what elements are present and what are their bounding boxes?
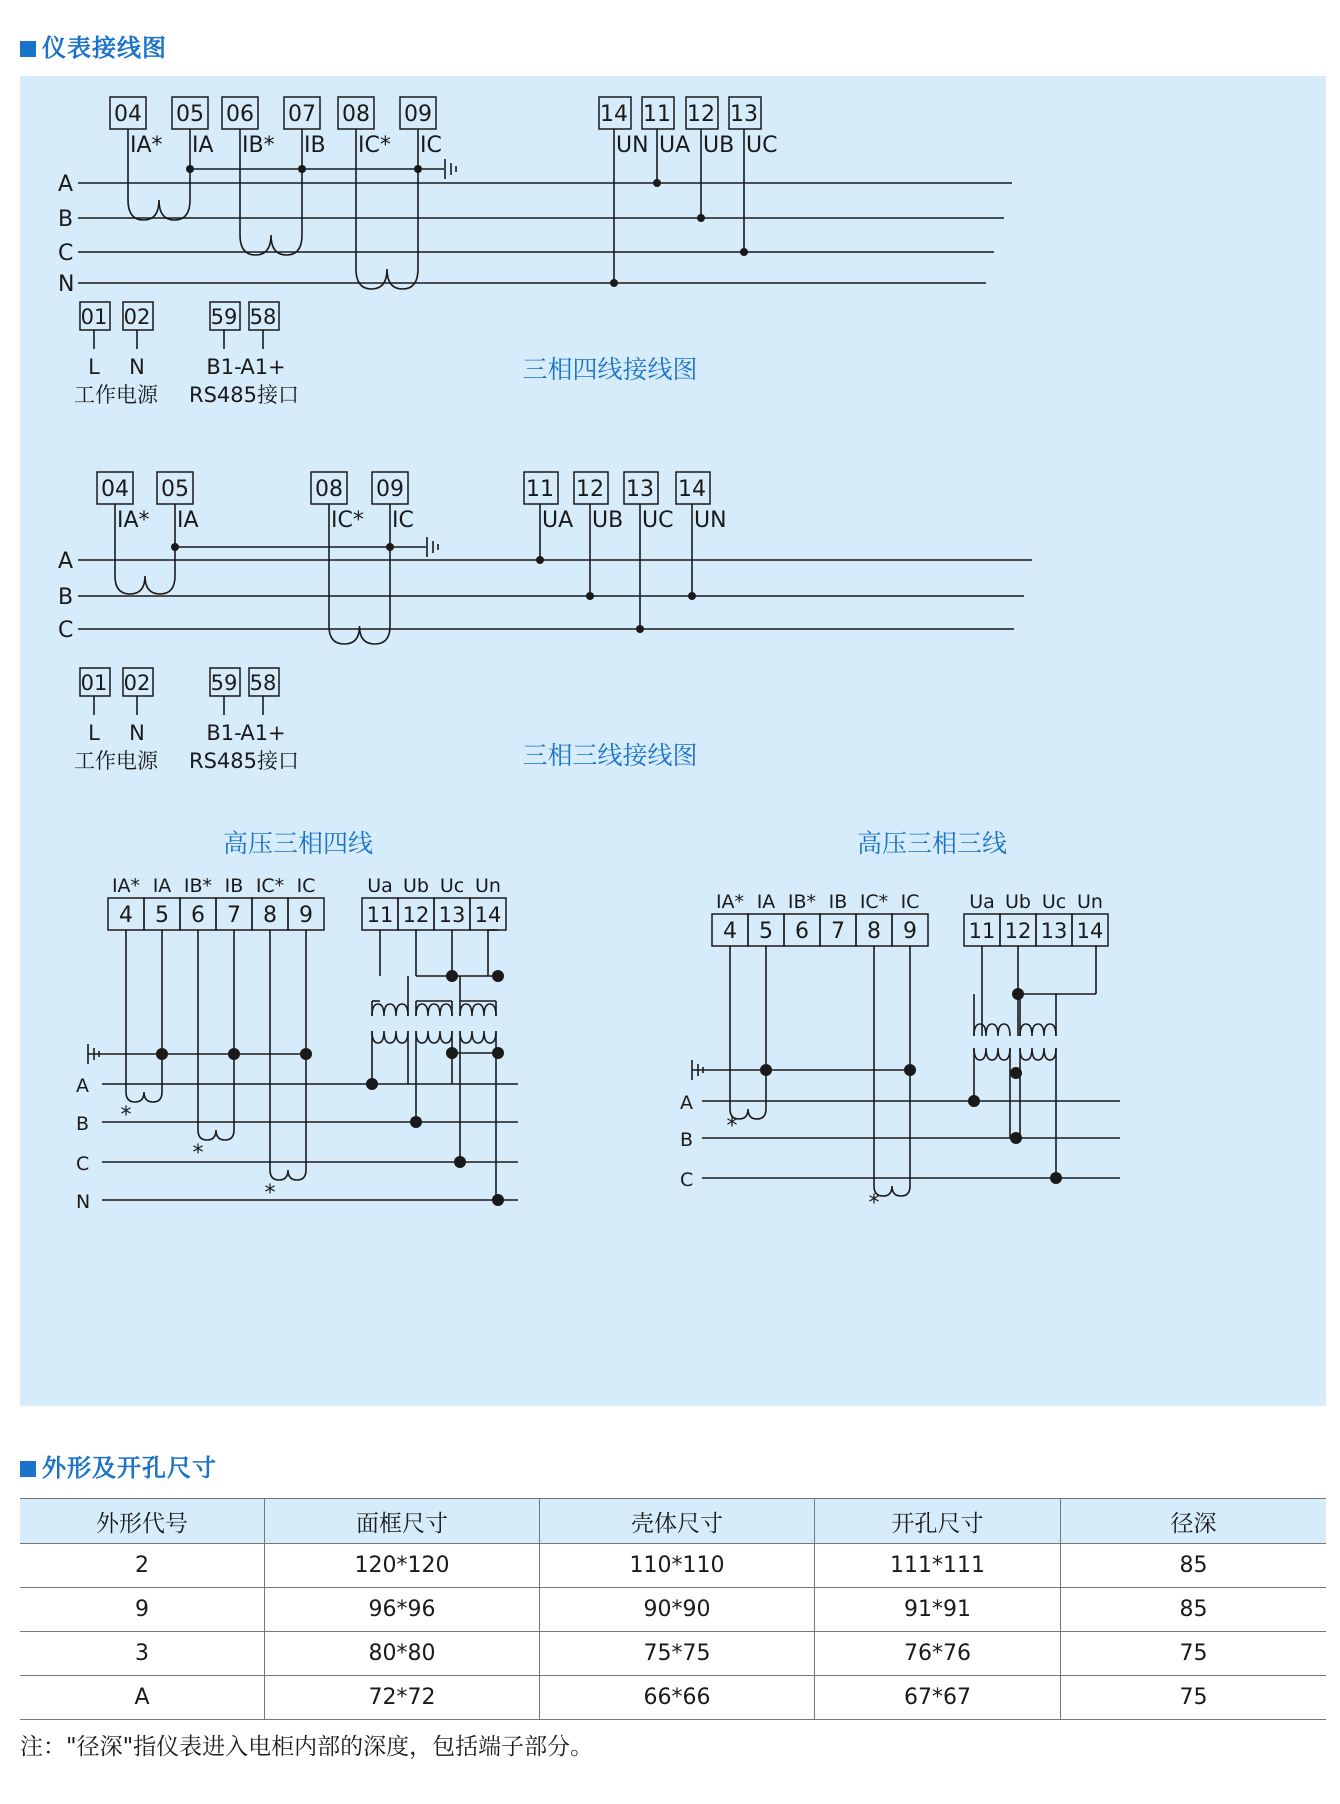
wiring-diagrams <box>20 76 1326 1406</box>
terminal-number: 09 <box>376 477 404 502</box>
table-cell: 75 <box>1061 1632 1327 1676</box>
terminal-number: 13 <box>438 903 466 927</box>
terminal-label: UA <box>659 133 691 158</box>
junction-dot <box>610 279 618 287</box>
phase-label-b: B <box>58 207 74 232</box>
junction-dot <box>446 1047 458 1059</box>
header-cutout: 开孔尺寸 <box>815 1499 1061 1544</box>
terminal-number: 6 <box>795 919 809 944</box>
table-cell: 9 <box>20 1588 265 1632</box>
phase-label-a: A <box>76 1075 89 1097</box>
phase-label-b: B <box>76 1113 90 1135</box>
table-cell: 3 <box>20 1632 265 1676</box>
table-cell: 67*67 <box>815 1676 1061 1720</box>
terminal-label: IC <box>420 133 442 158</box>
diagram-caption-hv-3wire: 高压三相三线 <box>856 829 1008 858</box>
terminal-number: 08 <box>342 102 370 127</box>
terminal-label: IC* <box>255 875 285 897</box>
terminal-label: UB <box>592 508 624 533</box>
dimension-section-title <box>20 1448 217 1483</box>
phase-label-c: C <box>76 1153 90 1175</box>
junction-dot <box>653 179 661 187</box>
table-cell: 85 <box>1061 1544 1327 1588</box>
ct-coil-icon <box>115 576 175 594</box>
ct-coil-icon <box>126 1092 162 1102</box>
terminal-number: 13 <box>730 102 758 127</box>
terminal-label: IA <box>756 891 776 913</box>
table-cell: 90*90 <box>540 1588 815 1632</box>
table-cell: 96*96 <box>265 1588 540 1632</box>
phase-label-c: C <box>680 1169 694 1191</box>
table-cell: 76*76 <box>815 1632 1061 1676</box>
table-cell: 75*75 <box>540 1632 815 1676</box>
terminal-number: 02 <box>123 305 151 329</box>
phase-label-a: A <box>58 172 74 197</box>
junction-dot <box>298 165 306 173</box>
header-housing: 壳体尺寸 <box>540 1499 815 1544</box>
table-cell: 80*80 <box>265 1632 540 1676</box>
terminal-label: Uc <box>439 875 465 897</box>
junction-dot <box>228 1048 240 1060</box>
terminal-number: 7 <box>831 919 845 944</box>
header-frame: 面框尺寸 <box>265 1499 540 1544</box>
terminal-number: 6 <box>191 903 205 928</box>
terminal-number: 5 <box>759 919 773 944</box>
terminal-label: IC <box>296 875 316 897</box>
junction-dot <box>300 1048 312 1060</box>
terminal-label: UC <box>746 133 778 158</box>
terminal-number: 08 <box>315 477 343 502</box>
table-header-row <box>20 1499 1326 1544</box>
junction-dot <box>492 1194 504 1206</box>
wiring-section-title-text: 仪表接线图 <box>42 34 167 62</box>
terminal-number: 9 <box>299 903 313 928</box>
phase-label-c: C <box>58 618 74 643</box>
junction-dot <box>1010 1132 1022 1144</box>
terminal-number: 12 <box>687 102 715 127</box>
terminal-number: 14 <box>1076 919 1104 943</box>
junction-dot <box>688 592 696 600</box>
terminal-number: 14 <box>678 477 706 502</box>
diagram-caption-3wire: 三相三线接线图 <box>522 741 698 770</box>
terminal-label: A1+ <box>240 355 286 379</box>
terminal-label: UN <box>694 508 727 533</box>
ct-coil-icon <box>270 1170 306 1180</box>
terminal-label: IB <box>224 875 244 897</box>
table-cell: 66*66 <box>540 1676 815 1720</box>
terminal-label: IC* <box>331 508 364 533</box>
junction-dot <box>740 248 748 256</box>
pt-coil-icon <box>372 1031 408 1043</box>
terminal-number: 4 <box>119 903 133 928</box>
pt-coil-icon <box>974 1024 1010 1036</box>
terminal-number: 05 <box>161 477 189 502</box>
junction-dot <box>171 543 179 551</box>
terminal-label: IB* <box>242 133 275 158</box>
pt-coil-icon <box>416 1004 452 1016</box>
pt-coil-icon <box>460 1031 496 1043</box>
table-cell: 72*72 <box>265 1676 540 1720</box>
terminal-number: 4 <box>723 919 737 944</box>
terminal-label: Un <box>475 875 501 897</box>
terminal-number: 12 <box>1004 919 1032 943</box>
terminal-label: B1- <box>206 355 242 379</box>
polarity-star: * <box>120 1103 132 1128</box>
aux-caption: RS485接口 <box>188 383 300 407</box>
junction-dot <box>366 1078 378 1090</box>
terminal-number: 07 <box>288 102 316 127</box>
terminal-label: Ua <box>969 891 995 913</box>
terminal-number: 14 <box>474 903 502 927</box>
terminal-number: 04 <box>114 102 142 127</box>
terminal-number: 13 <box>626 477 654 502</box>
table-row <box>20 1632 1326 1676</box>
terminal-number: 09 <box>404 102 432 127</box>
terminal-number: 59 <box>210 671 238 695</box>
junction-dot <box>454 1156 466 1168</box>
terminal-label: Un <box>1077 891 1103 913</box>
wiring-section-title <box>20 28 167 63</box>
table-row <box>20 1544 1326 1588</box>
terminal-label: IC <box>900 891 920 913</box>
terminal-label: Uc <box>1041 891 1067 913</box>
terminal-label: UN <box>616 133 649 158</box>
terminal-number: 04 <box>101 477 129 502</box>
terminal-number: 14 <box>600 102 628 127</box>
junction-dot <box>1010 1067 1022 1079</box>
terminal-label: Ub <box>403 875 429 897</box>
terminal-number: 02 <box>123 671 151 695</box>
phase-label-a: A <box>680 1092 693 1114</box>
pt-coil-icon <box>1020 1024 1056 1036</box>
terminal-label: B1- <box>206 721 242 745</box>
terminal-number: 7 <box>227 903 241 928</box>
terminal-number: 58 <box>249 671 277 695</box>
table-cell: 110*110 <box>540 1544 815 1588</box>
junction-dot <box>1050 1172 1062 1184</box>
junction-dot <box>386 543 394 551</box>
terminal-label: IA <box>177 508 199 533</box>
terminal-label: IA <box>192 133 214 158</box>
table-cell: 2 <box>20 1544 265 1588</box>
junction-dot <box>156 1048 168 1060</box>
terminal-number: 06 <box>226 102 254 127</box>
terminal-label: L <box>88 355 100 379</box>
terminal-number: 11 <box>526 477 554 502</box>
ct-coil-icon <box>128 200 190 220</box>
dimension-table <box>20 1498 1326 1720</box>
diagram-caption-hv-4wire: 高压三相四线 <box>222 829 374 858</box>
terminal-label: IB <box>304 133 326 158</box>
pt-coil-icon <box>372 1004 408 1016</box>
terminal-label: IA* <box>111 875 141 897</box>
junction-dot <box>492 1047 504 1059</box>
junction-dot <box>492 970 504 982</box>
terminal-number: 12 <box>402 903 430 927</box>
junction-dot <box>536 556 544 564</box>
terminal-label: IA* <box>130 133 163 158</box>
phase-label-n: N <box>76 1191 91 1213</box>
terminal-number: 01 <box>80 305 108 329</box>
footnote: 注："径深"指仪表进入电柜内部的深度，包括端子部分。 <box>20 1734 594 1760</box>
phase-label-n: N <box>58 272 75 297</box>
terminal-label: IC <box>392 508 414 533</box>
phase-label-b: B <box>58 585 74 610</box>
junction-dot <box>904 1064 916 1076</box>
ct-coil-icon <box>198 1130 234 1140</box>
terminal-label: N <box>129 721 145 745</box>
terminal-number: 11 <box>968 919 996 943</box>
pt-coil-icon <box>460 1004 496 1016</box>
junction-dot <box>760 1064 772 1076</box>
section-square-icon <box>20 41 36 57</box>
junction-dot <box>414 165 422 173</box>
table-cell: 91*91 <box>815 1588 1061 1632</box>
table-cell: 111*111 <box>815 1544 1061 1588</box>
ct-coil-icon <box>356 269 418 289</box>
junction-dot <box>636 625 644 633</box>
junction-dot <box>446 970 458 982</box>
terminal-number: 05 <box>176 102 204 127</box>
header-depth: 径深 <box>1061 1499 1327 1544</box>
terminal-label: IA* <box>715 891 745 913</box>
terminal-label: IC* <box>358 133 391 158</box>
terminal-number: 01 <box>80 671 108 695</box>
table-cell: 120*120 <box>265 1544 540 1588</box>
table-cell: A <box>20 1676 265 1720</box>
terminal-number: 12 <box>576 477 604 502</box>
terminal-number: 11 <box>366 903 394 927</box>
terminal-number: 9 <box>903 919 917 944</box>
terminal-label: IA <box>152 875 172 897</box>
terminal-label: IC* <box>859 891 889 913</box>
terminal-label: A1+ <box>240 721 286 745</box>
phase-label-b: B <box>680 1129 694 1151</box>
terminal-number: 8 <box>263 903 277 928</box>
terminal-label: UB <box>703 133 735 158</box>
terminal-label: N <box>129 355 145 379</box>
header-code: 外形代号 <box>20 1499 265 1544</box>
pt-coil-icon <box>1020 1048 1056 1060</box>
dimension-section-title-text: 外形及开孔尺寸 <box>42 1454 217 1482</box>
terminal-number: 8 <box>867 919 881 944</box>
terminal-label: IA* <box>117 508 150 533</box>
terminal-label: L <box>88 721 100 745</box>
terminal-number: 58 <box>249 305 277 329</box>
polarity-star: * <box>264 1181 276 1206</box>
junction-dot <box>186 165 194 173</box>
terminal-label: IB <box>828 891 848 913</box>
terminal-number: 13 <box>1040 919 1068 943</box>
terminal-label: Ub <box>1005 891 1031 913</box>
terminal-label: IB* <box>787 891 817 913</box>
table-cell: 85 <box>1061 1588 1327 1632</box>
terminal-label: IB* <box>183 875 213 897</box>
polarity-star: * <box>726 1114 738 1139</box>
terminal-label: UA <box>542 508 574 533</box>
section-square-icon <box>20 1461 36 1477</box>
table-row <box>20 1676 1326 1720</box>
junction-dot <box>410 1116 422 1128</box>
table-row <box>20 1588 1326 1632</box>
terminal-number: 59 <box>210 305 238 329</box>
polarity-star: * <box>868 1191 880 1216</box>
junction-dot <box>697 214 705 222</box>
pt-coil-icon <box>416 1031 452 1043</box>
phase-label-a: A <box>58 549 74 574</box>
table-cell: 75 <box>1061 1676 1327 1720</box>
terminal-number: 11 <box>643 102 671 127</box>
polarity-star: * <box>192 1141 204 1166</box>
aux-caption: 工作电源 <box>74 383 158 407</box>
junction-dot <box>586 592 594 600</box>
terminal-label: Ua <box>367 875 393 897</box>
diagram-caption-4wire: 三相四线接线图 <box>522 355 698 384</box>
terminal-label: UC <box>642 508 674 533</box>
pt-coil-icon <box>974 1048 1010 1060</box>
aux-caption: RS485接口 <box>188 749 300 773</box>
aux-caption: 工作电源 <box>74 749 158 773</box>
phase-label-c: C <box>58 241 74 266</box>
terminal-number: 5 <box>155 903 169 928</box>
junction-dot <box>968 1095 980 1107</box>
